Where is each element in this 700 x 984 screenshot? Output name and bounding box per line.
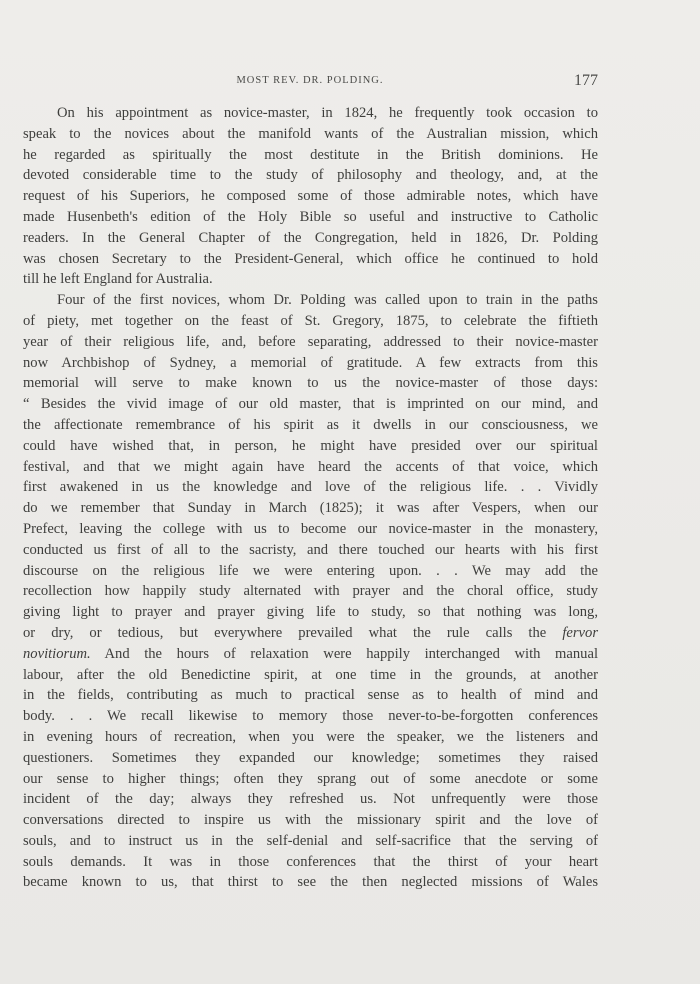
text-line: festival, and that we might again have heard the accents of that voice, which bbox=[23, 458, 598, 475]
text-line: readers. In the General Chapter of the Congregation, held in 1826, Dr. Polding bbox=[23, 229, 598, 246]
text-run: And the hours of relaxation were happily interchanged with manual bbox=[104, 645, 599, 662]
body-text bbox=[23, 103, 598, 893]
text-run: or dry, or tedious, but everywhere prevailed what the rule calls the bbox=[23, 624, 547, 641]
text-line: till he left England for Australia. bbox=[23, 271, 213, 288]
text-line: the affectionate remembrance of his spirit as it dwells in our consciousness, we bbox=[23, 416, 598, 433]
text-line: our sense to higher things; often they sprang out of some anecdote or some bbox=[23, 770, 598, 787]
text-line: in evening hours of recreation, when you were the speaker, we the listeners and bbox=[23, 728, 598, 745]
italic-phrase: novitiorum. bbox=[23, 645, 91, 662]
text-line: of piety, met together on the feast of St. Gregory, 1875, to celebrate the fiftieth bbox=[23, 312, 598, 329]
text-line bbox=[23, 644, 598, 665]
text-line: giving light to prayer and prayer giving life to study, so that nothing was long, bbox=[23, 604, 598, 621]
text-line: souls, and to instruct us in the self-denial and self-sacrifice that the serving of bbox=[23, 832, 598, 849]
text-line: “ Besides the vivid image of our old master, that is imprinted on our mind, and bbox=[23, 396, 598, 413]
text-line: conversations directed to inspire us with the missionary spirit and the love of bbox=[23, 812, 598, 829]
text-line: speak to the novices about the manifold wants of the Australian mission, which bbox=[23, 125, 598, 142]
page-number: 177 bbox=[574, 72, 598, 89]
text-line: Prefect, leaving the college with us to become our novice-master in the monastery, bbox=[23, 520, 598, 537]
text-line: memorial will serve to make known to us the novice-master of those days: bbox=[23, 375, 598, 392]
text-line: year of their religious life, and, before separating, addressed to their novice-master bbox=[23, 333, 598, 350]
text-line: questioners. Sometimes they expanded our knowledge; sometimes they raised bbox=[23, 749, 598, 766]
text-line: On his appointment as novice-master, in 1824, he frequently took occasion to bbox=[57, 105, 598, 121]
text-line: labour, after the old Benedictine spirit, at one time in the grounds, at another bbox=[23, 666, 598, 683]
text-line: request of his Superiors, he composed some of those admirable notes, which have bbox=[23, 188, 598, 205]
text-line: in the fields, contributing as much to practical sense as to health of mind and bbox=[23, 687, 598, 704]
text-line: became known to us, that thirst to see the then neglected missions of Wales bbox=[23, 874, 598, 891]
text-line: discourse on the religious life we were entering upon. . . We may add the bbox=[23, 562, 598, 579]
running-head: MOST REV. DR. POLDING. bbox=[236, 75, 384, 86]
text-line: he regarded as spiritually the most destitute in the British dominions. He bbox=[23, 146, 598, 163]
paragraph-1 bbox=[23, 103, 598, 290]
text-line: do we remember that Sunday in March (1825); it was after Vespers, when our bbox=[23, 500, 598, 517]
text-line bbox=[23, 623, 598, 644]
text-line: Four of the first novices, whom Dr. Polding was called upon to train in the paths bbox=[57, 292, 598, 309]
page-header bbox=[22, 72, 598, 92]
italic-phrase: fervor bbox=[562, 624, 598, 641]
text-line: recollection how happily study alternated with prayer and the choral office, study bbox=[23, 583, 598, 600]
text-line: made Husenbeth's edition of the Holy Bible so useful and instructive to Catholic bbox=[23, 208, 598, 225]
text-line: could have wished that, in person, he might have presided over our spiritual bbox=[23, 437, 598, 454]
text-line: first awakened in us the knowledge and love of the religious life. . . Vividly bbox=[23, 479, 598, 496]
text-line: was chosen Secretary to the President-General, which office he continued to hold bbox=[23, 250, 598, 267]
paragraph-2 bbox=[23, 290, 598, 893]
text-line: incident of the day; always they refreshed us. Not unfrequently were those bbox=[23, 791, 598, 808]
text-line: conducted us first of all to the sacristy, and there touched our hearts with his first bbox=[23, 541, 598, 558]
text-line: body. . . We recall likewise to memory those never-to-be-forgotten conferences bbox=[23, 708, 598, 725]
text-line: souls demands. It was in those conferences that the thirst of your heart bbox=[23, 853, 598, 870]
text-line: now Archbishop of Sydney, a memorial of gratitude. A few extracts from this bbox=[23, 354, 598, 371]
text-line: devoted considerable time to the study of philosophy and theology, and, at the bbox=[23, 167, 598, 184]
